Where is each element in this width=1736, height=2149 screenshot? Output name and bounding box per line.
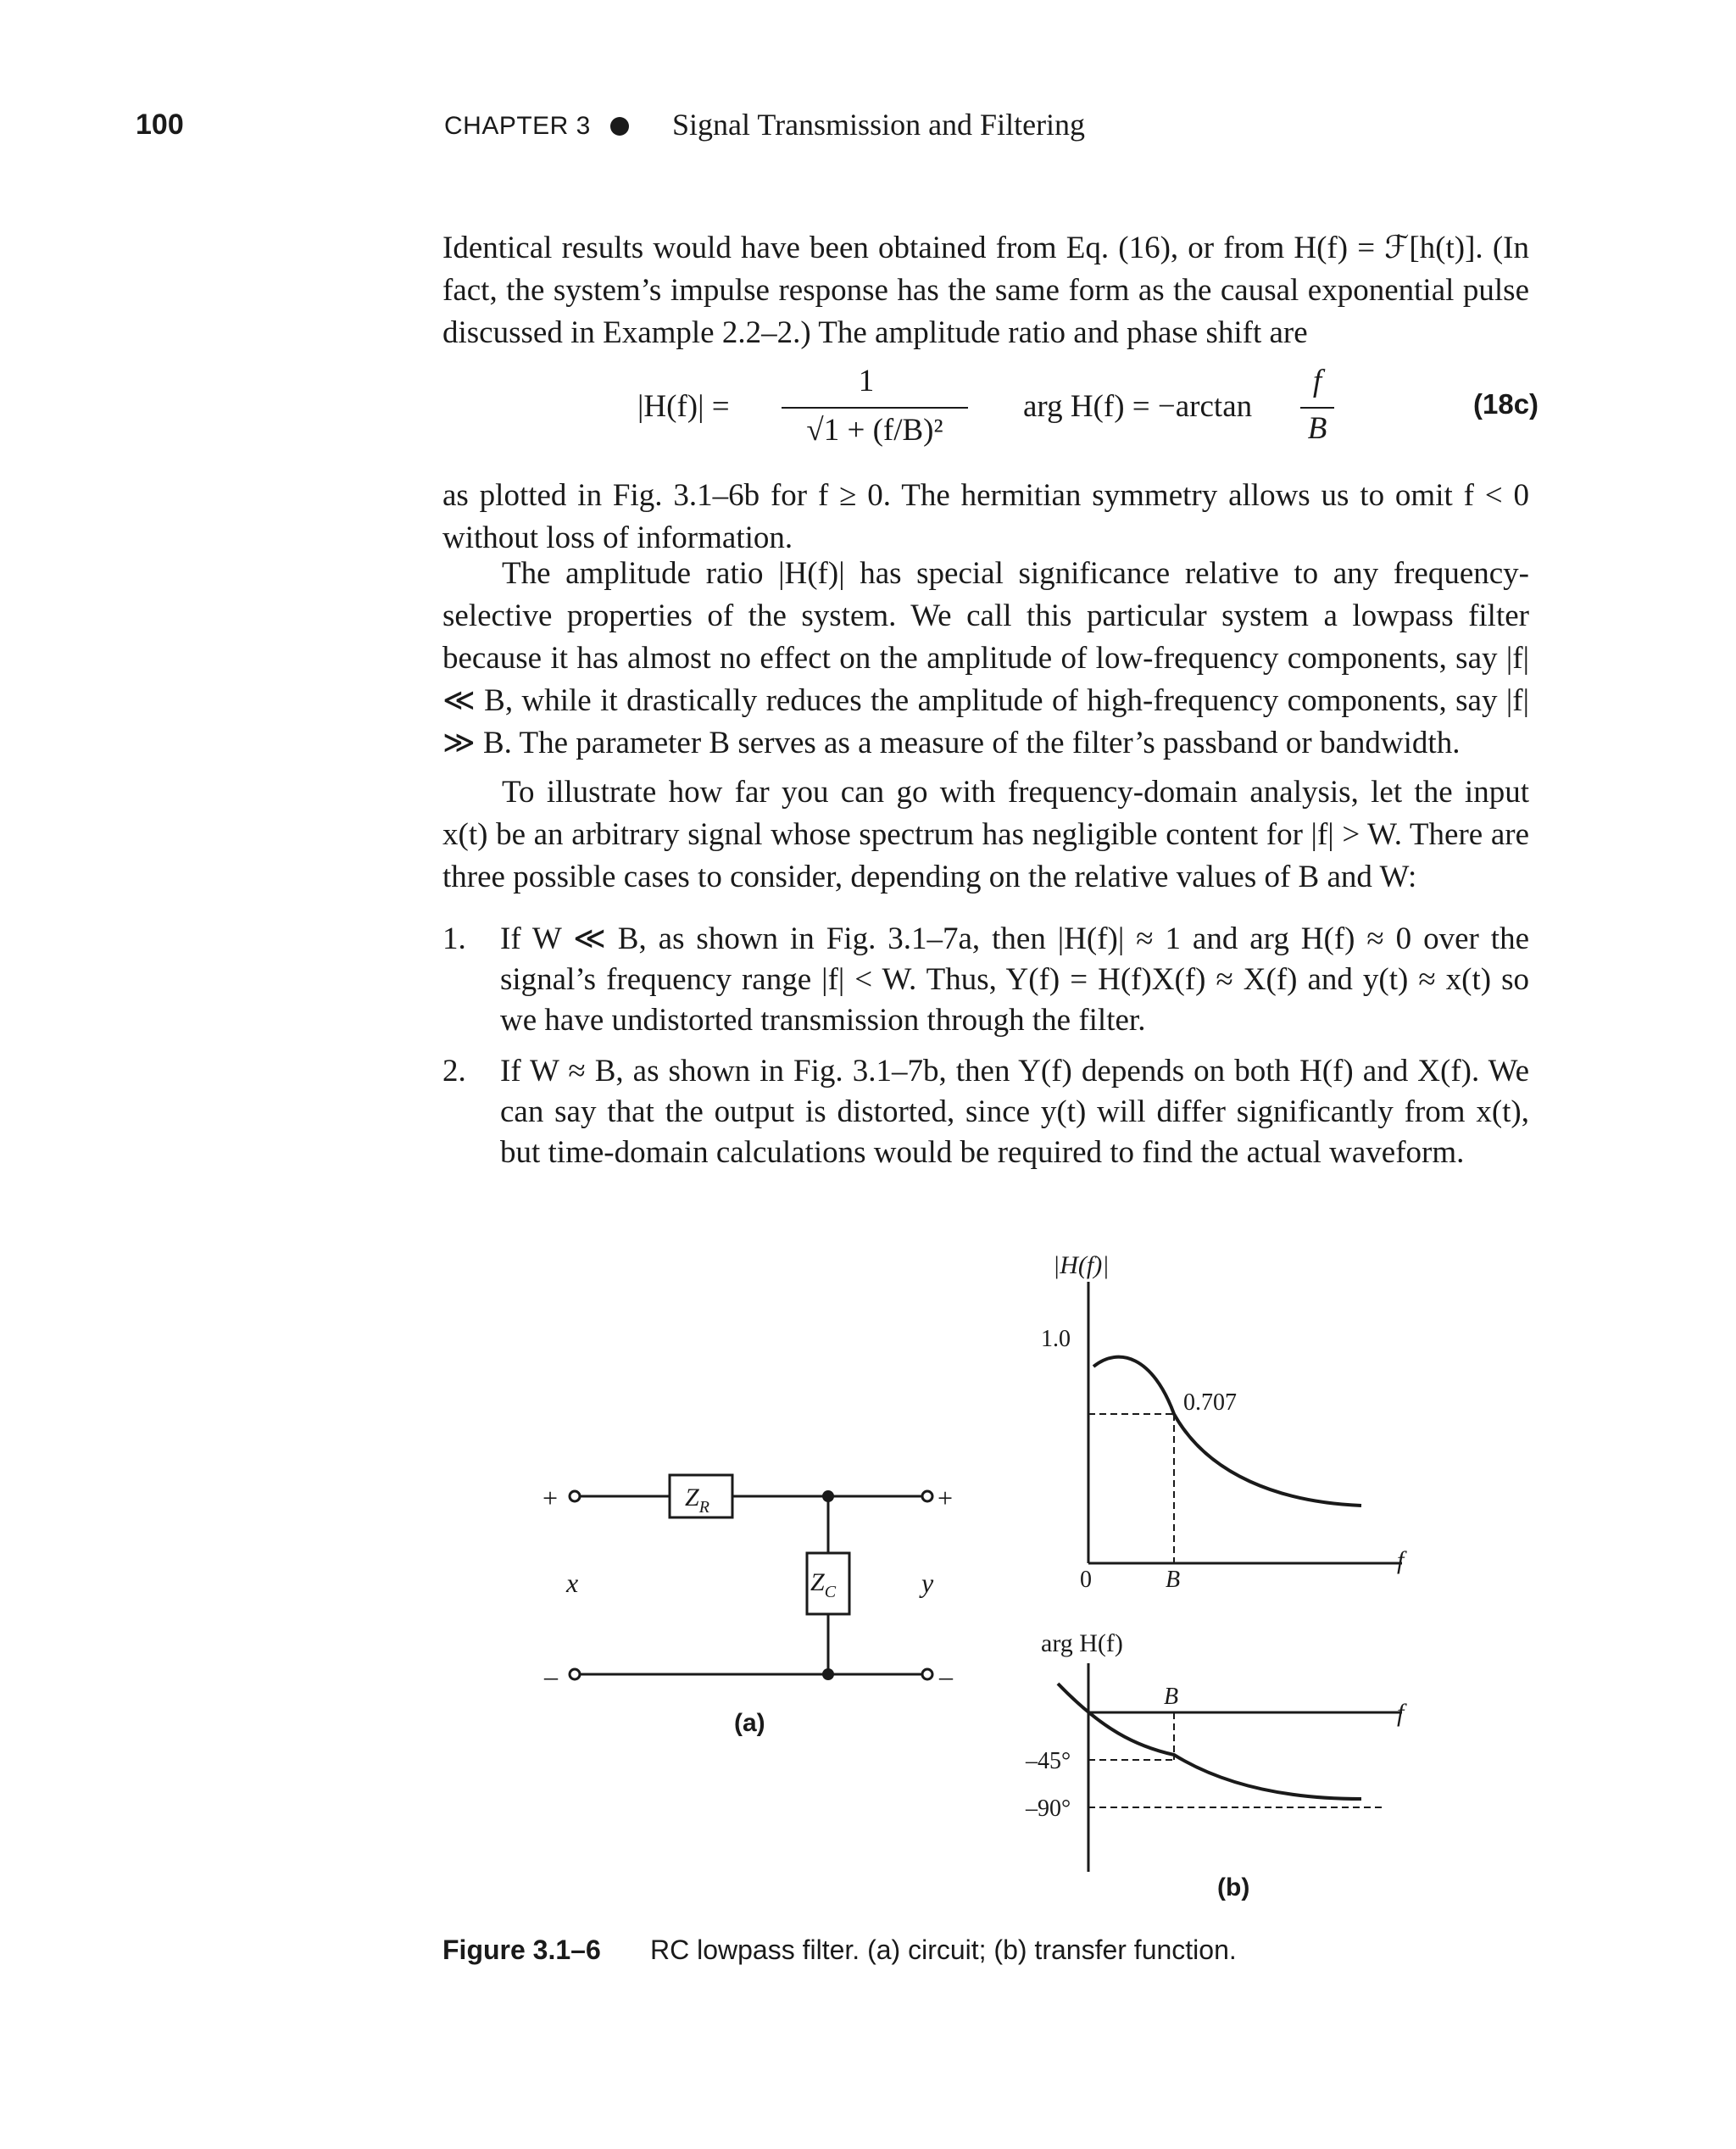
equation-rhs: arg H(f) = −arctan (1023, 389, 1253, 424)
magnitude-ytick: 1.0 (1041, 1326, 1071, 1352)
equation-rhs-numerator: f (1312, 364, 1322, 398)
figure-caption (442, 1935, 1544, 1977)
equation-numerator: 1 (858, 364, 875, 398)
phase-plot (1025, 1629, 1407, 1872)
phase-curve (1058, 1684, 1361, 1799)
chapter-label: CHAPTER 3 (444, 112, 591, 140)
list-item-number: 1. (442, 921, 466, 956)
figure-caption-label: Figure 3.1–6 (442, 1935, 601, 1965)
list-item-number: 2. (442, 1054, 466, 1088)
terminal-output-plus (922, 1491, 932, 1501)
magnitude-xtick-0: 0 (1080, 1567, 1092, 1593)
junction-dot (822, 1490, 834, 1502)
list-item-text: If W ≪ B, as shown in Fig. 3.1–7a, then |H(f)| ≈ 1 and arg H(f) ≈ 0 over the signal’s frequency range |f| < W. Thus, Y(f) = H(f)X(f) ≈ X(f) and y(t) ≈ x(t) so we have undistorted transmission through the filter. (500, 921, 1529, 1038)
paragraph-2: as plotted in Fig. 3.1–6b for f ≥ 0. The hermitian symmetry allows us to omit f < 0 without loss of information. (442, 478, 1529, 555)
output-minus-label: – (939, 1661, 953, 1691)
phase-ytick-45: –45° (1026, 1748, 1071, 1774)
magnitude-xtick-b: B (1166, 1567, 1181, 1593)
page-number: 100 (136, 109, 184, 141)
phase-xtick-b: B (1164, 1684, 1179, 1710)
equation-denominator: √1 + (f/B)² (806, 413, 943, 448)
equation-lhs: |H(f)| = (637, 389, 730, 424)
input-plus-label: + (542, 1483, 559, 1513)
magnitude-ylabel: |H(f)| (1053, 1251, 1110, 1279)
panel-b-label: (b) (1217, 1873, 1250, 1901)
input-minus-label: – (544, 1661, 558, 1691)
phase-ylabel: arg H(f) (1041, 1629, 1123, 1657)
zc-label: $Z_C$ (810, 1568, 837, 1601)
list-item-text: If W ≈ B, as shown in Fig. 3.1–7b, then Y(f) depends on both H(f) and X(f). We can say that the output is distorted, since y(t) will differ significantly from x(t), but time-domain calculations would be required to find the actual waveform. (500, 1054, 1529, 1170)
paragraph-3: The amplitude ratio |H(f)| has special significance relative to any frequency-selective properties of the system. We call this particular system a lowpass filter because it has almost no effect on the amplitude of low-frequency components, say |f| ≪ B, while it drastically reduces the amplitude of high-frequency components, say |f| ≫ B. The parameter B serves as a measure of the filter’s passband or bandwidth. (442, 556, 1529, 760)
magnitude-plot (1041, 1251, 1407, 1593)
magnitude-curve (1093, 1357, 1361, 1506)
terminal-input-minus (570, 1669, 580, 1679)
panel-a-label: (a) (734, 1709, 765, 1737)
rc-circuit (570, 1475, 932, 1679)
phase-xlabel: f (1397, 1699, 1405, 1727)
terminal-output-minus (922, 1669, 932, 1679)
output-plus-label: + (938, 1483, 954, 1513)
equation-number: (18c) (1473, 388, 1539, 420)
equation-rhs-denominator: B (1307, 411, 1327, 446)
y-label: y (921, 1567, 934, 1598)
junction-dot (822, 1668, 834, 1680)
paragraph-1: Identical results would have been obtained from Eq. (16), or from H(f) = ℱ[h(t)]. (In fact, the system’s impulse response has the same form as the causal exponential pulse discussed in Example 2.2–2.) The amplitude ratio and phase shift are (442, 231, 1529, 350)
zr-label: $Z_R$ (685, 1484, 709, 1517)
figure-caption-text: RC lowpass filter. (a) circuit; (b) transfer function. (650, 1935, 1237, 1965)
magnitude-annotation: 0.707 (1183, 1389, 1237, 1416)
paragraph-4: To illustrate how far you can go with frequency-domain analysis, let the input x(t) be an arbitrary signal whose spectrum has negligible content for |f| > W. There are three possible cases to consider, depending on the relative values of B and W: (442, 775, 1529, 894)
phase-ytick-90: –90° (1026, 1795, 1071, 1822)
x-label: x (566, 1567, 579, 1598)
terminal-input-plus (570, 1491, 580, 1501)
chapter-title: Signal Transmission and Filtering (672, 108, 1086, 142)
magnitude-xlabel: f (1397, 1546, 1405, 1574)
